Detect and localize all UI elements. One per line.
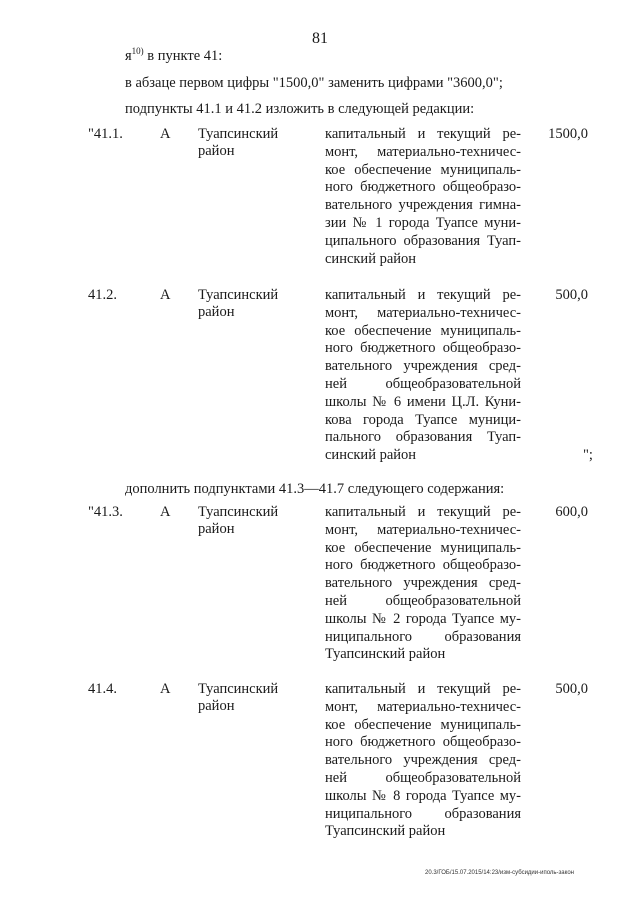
desc-line: вательного учреждения гимна- — [325, 197, 521, 214]
row-letter: А — [160, 504, 171, 520]
footer-code: 20.3/ГОБ/15.07.2015/14:23/изм-субсидии-иполь-закон — [425, 870, 574, 876]
row-district — [198, 287, 308, 321]
desc-line: кое обеспечение муниципаль- — [325, 322, 521, 339]
desc-line: кое обеспечение муниципаль- — [325, 716, 521, 733]
desc-line: капитальный и текущий ре- — [325, 504, 521, 520]
intro-prefix: я — [125, 48, 132, 64]
page-number: 81 — [312, 30, 328, 47]
row-letter: А — [160, 287, 171, 303]
row-number: "41.1. — [88, 126, 123, 142]
desc-line: ного бюджетного общеобразо- — [325, 734, 521, 751]
desc-line: школы № 2 города Туапсе му- — [325, 610, 521, 627]
desc-line: Туапсинский район — [325, 646, 446, 663]
district-line: район — [198, 143, 235, 159]
desc-line: ней общеобразовательной — [325, 375, 521, 392]
desc-line: капитальный и текущий ре- — [325, 681, 521, 697]
desc-line: монт, материально-техничес- — [325, 143, 521, 160]
desc-line: зии № 1 города Туапсе муни- — [325, 214, 521, 231]
row-description — [325, 126, 521, 268]
supplement-line: дополнить подпунктами 41.3—41.7 следующего содержания: — [125, 481, 505, 497]
desc-line: монт, материально-техничес- — [325, 521, 521, 538]
row-description — [325, 681, 521, 841]
desc-line: синский район — [325, 447, 417, 464]
replace-line: в абзаце первом цифры "1500,0" заменить цифрами "3600,0"; — [125, 75, 503, 91]
desc-line: кое обеспечение муниципаль- — [325, 161, 521, 178]
row-amount: 500,0 — [555, 681, 588, 697]
district-line: район — [198, 521, 235, 537]
district-line: район — [198, 698, 235, 714]
restate-line: подпункты 41.1 и 41.2 изложить в следующей редакции: — [125, 101, 475, 117]
intro-line — [125, 48, 222, 65]
desc-line: капитальный и текущий ре- — [325, 287, 521, 303]
desc-line: кова города Туапсе муници- — [325, 411, 521, 428]
row-district — [198, 504, 308, 538]
desc-line: школы № 6 имени Ц.Л. Куни- — [325, 393, 521, 410]
row-number: "41.3. — [88, 504, 123, 520]
desc-line: монт, материально-техничес- — [325, 304, 521, 321]
row-amount: 500,0 — [555, 287, 588, 303]
desc-line: ципального образования Туап- — [325, 232, 521, 249]
desc-line: ниципального образования — [325, 628, 521, 645]
desc-line: ного бюджетного общеобразо- — [325, 557, 521, 574]
desc-line: вательного учреждения сред- — [325, 752, 521, 769]
row-description — [325, 287, 521, 465]
row-amount: 1500,0 — [548, 126, 588, 142]
desc-line: вательного учреждения сред- — [325, 575, 521, 592]
desc-line: ного бюджетного общеобразо- — [325, 340, 521, 357]
desc-line: ней общеобразовательной — [325, 592, 521, 609]
desc-line: монт, материально-техничес- — [325, 698, 521, 715]
row-district — [198, 126, 308, 160]
closing-quote: "; — [583, 447, 593, 463]
desc-line: школы № 8 города Туапсе му- — [325, 787, 521, 804]
desc-line: ней общеобразовательной — [325, 769, 521, 786]
row-amount: 600,0 — [555, 504, 588, 520]
district-line: Туапсинский — [198, 504, 279, 520]
row-letter: А — [160, 681, 171, 697]
district-line: район — [198, 304, 235, 320]
district-line: Туапсинский — [198, 126, 279, 142]
row-number: 41.2. — [88, 287, 117, 303]
footnote-ref: 10) — [131, 46, 144, 57]
desc-line: ниципального образования — [325, 805, 521, 822]
desc-line: пального образования Туап- — [325, 429, 521, 446]
district-line: Туапсинский — [198, 287, 279, 303]
row-description — [325, 504, 521, 664]
intro-suffix: в пункте 41: — [143, 48, 223, 64]
row-letter: А — [160, 126, 171, 142]
row-number: 41.4. — [88, 681, 117, 697]
district-line: Туапсинский — [198, 681, 279, 697]
desc-line: синский район — [325, 250, 417, 267]
desc-line: Туапсинский район — [325, 823, 446, 840]
desc-line: ного бюджетного общеобразо- — [325, 179, 521, 196]
row-district — [198, 681, 308, 715]
desc-line: капитальный и текущий ре- — [325, 126, 521, 142]
desc-line: вательного учреждения сред- — [325, 358, 521, 375]
desc-line: кое обеспечение муниципаль- — [325, 539, 521, 556]
